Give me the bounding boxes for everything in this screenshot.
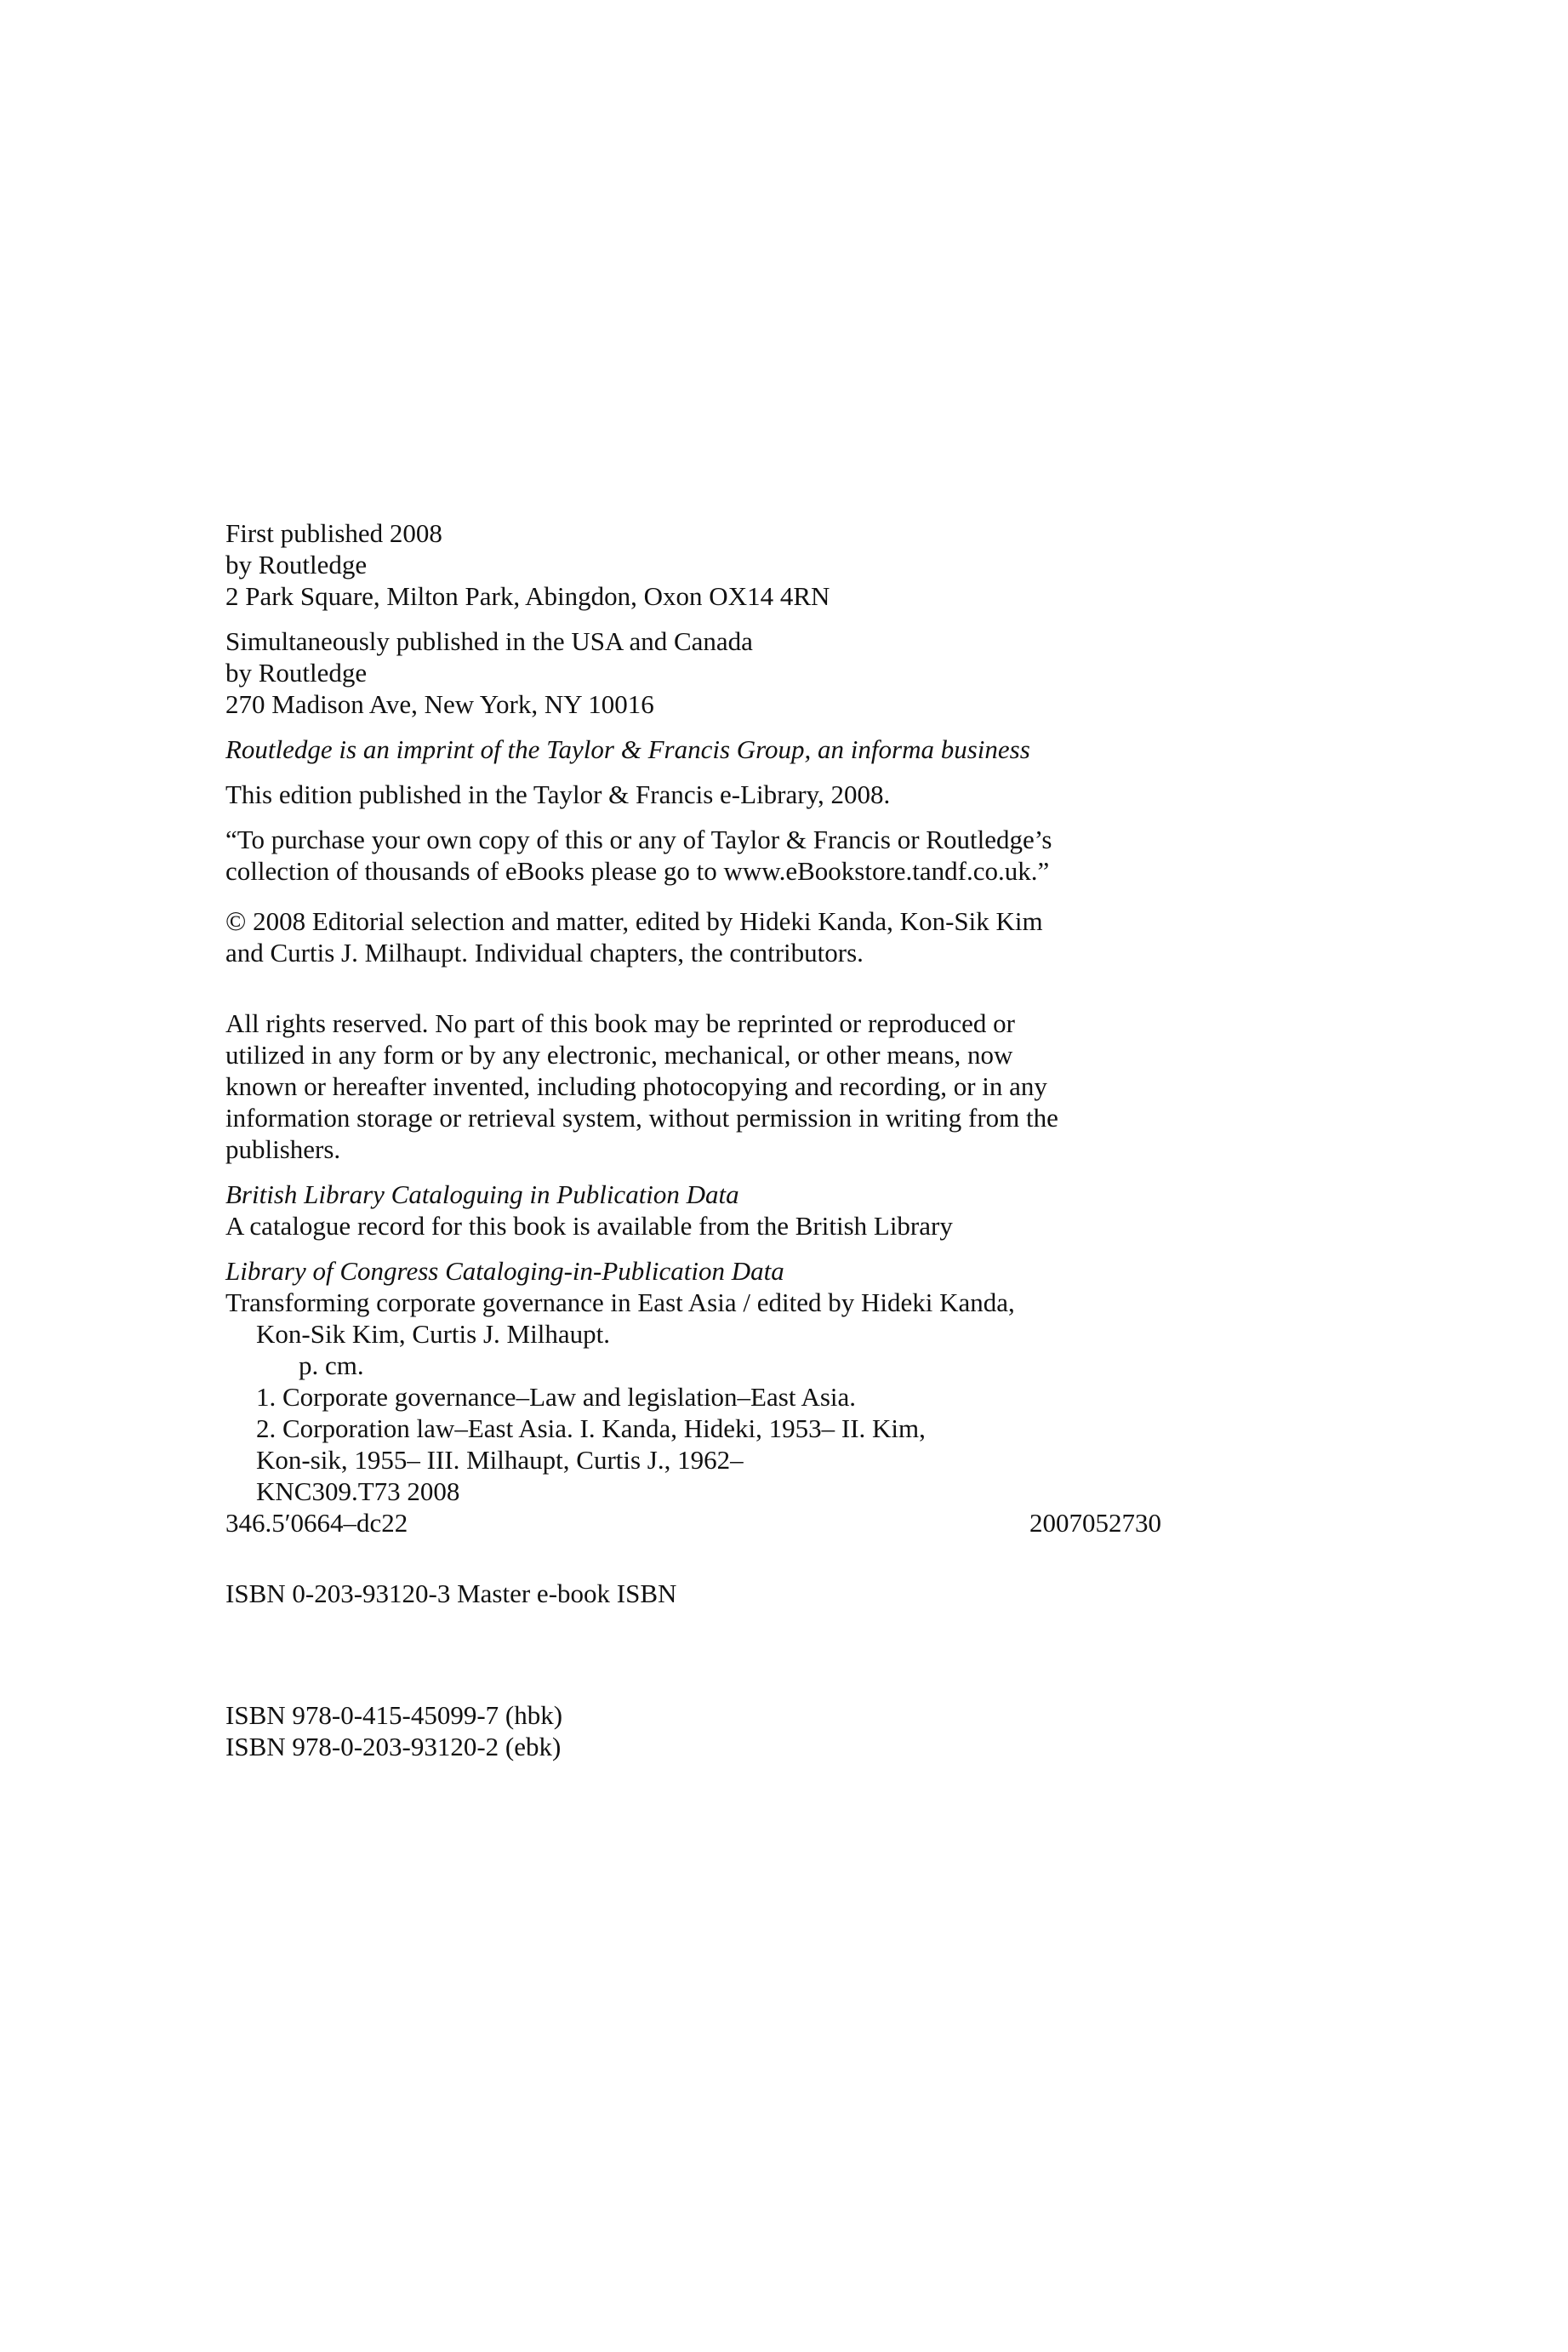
loc-heading: Library of Congress Cataloging-in-Publication Data [225,1256,784,1286]
isbn-block [225,1699,1451,1762]
publisher-line: by Routledge [225,550,368,579]
publisher-line: 2 Park Square, Milton Park, Abingdon, Oxon OX14 4RN [225,581,830,611]
loc-line: 1. Corporate governance–Law and legislation–East Asia. [256,1382,857,1412]
isbn-line: ISBN 978-0-415-45099-7 (hbk) [225,1700,563,1730]
publisher-line: First published 2008 [225,518,442,548]
usa-publisher-line: Simultaneously published in the USA and Canada [225,626,753,656]
loc-classification-row [225,1507,1161,1539]
loc-lccn: 2007052730 [1029,1508,1161,1538]
british-library-heading: British Library Cataloguing in Publication Data [225,1179,739,1209]
usa-publisher-block [225,625,1451,720]
rights-line: utilized in any form or by any electronic, mechanical, or other means, now [225,1040,1013,1070]
copyright-page [225,517,1451,1762]
isbn-master: ISBN 0-203-93120-3 Master e-book ISBN [225,1578,677,1608]
usa-publisher-line: by Routledge [225,658,368,688]
copyright-line: and Curtis J. Milhaupt. Individual chapters, the contributors. [225,938,864,968]
loc-cip-block [225,1255,1451,1539]
rights-line: known or hereafter invented, including photocopying and recording, or in any [225,1071,1047,1101]
british-library-text: A catalogue record for this book is available from the British Library [225,1211,953,1241]
edition-note: This edition published in the Taylor & Francis e-Library, 2008. [225,779,891,809]
loc-line: Kon-Sik Kim, Curtis J. Milhaupt. [256,1319,610,1349]
publisher-block [225,517,1451,612]
copyright-line: 2008 Editorial selection and matter, edited by Hideki Kanda, Kon-Sik Kim [253,906,1043,936]
rights-line: information storage or retrieval system, without permission in writing from the [225,1103,1058,1133]
purchase-note [225,824,1451,887]
loc-classification: 346.5′0664–dc22 [225,1508,408,1538]
loc-line: KNC309.T73 2008 [256,1476,460,1506]
loc-line: p. cm. [299,1350,364,1380]
british-library-block [225,1179,1451,1242]
rights-statement [225,1008,1451,1165]
loc-line: Kon-sik, 1955– III. Milhaupt, Curtis J., 1962– [256,1445,744,1475]
purchase-note-line: “To purchase your own copy of this or any of Taylor & Francis or Routledge’s [225,825,1052,854]
loc-line: 2. Corporation law–East Asia. I. Kanda, Hideki, 1953– II. Kim, [256,1413,926,1443]
usa-publisher-line: 270 Madison Ave, New York, NY 10016 [225,689,654,719]
rights-line: publishers. [225,1134,341,1164]
loc-line: Transforming corporate governance in East Asia / edited by Hideki Kanda, [225,1287,1015,1317]
imprint-note: Routledge is an imprint of the Taylor & Francis Group, an informa business [225,734,1030,764]
copyright-notice [225,905,1451,968]
copyright-icon: © [225,905,247,936]
purchase-note-line: collection of thousands of eBooks please go to www.eBookstore.tandf.co.uk.” [225,856,1050,886]
rights-line: All rights reserved. No part of this book may be reprinted or reproduced or [225,1008,1016,1038]
isbn-line: ISBN 978-0-203-93120-2 (ebk) [225,1732,562,1761]
